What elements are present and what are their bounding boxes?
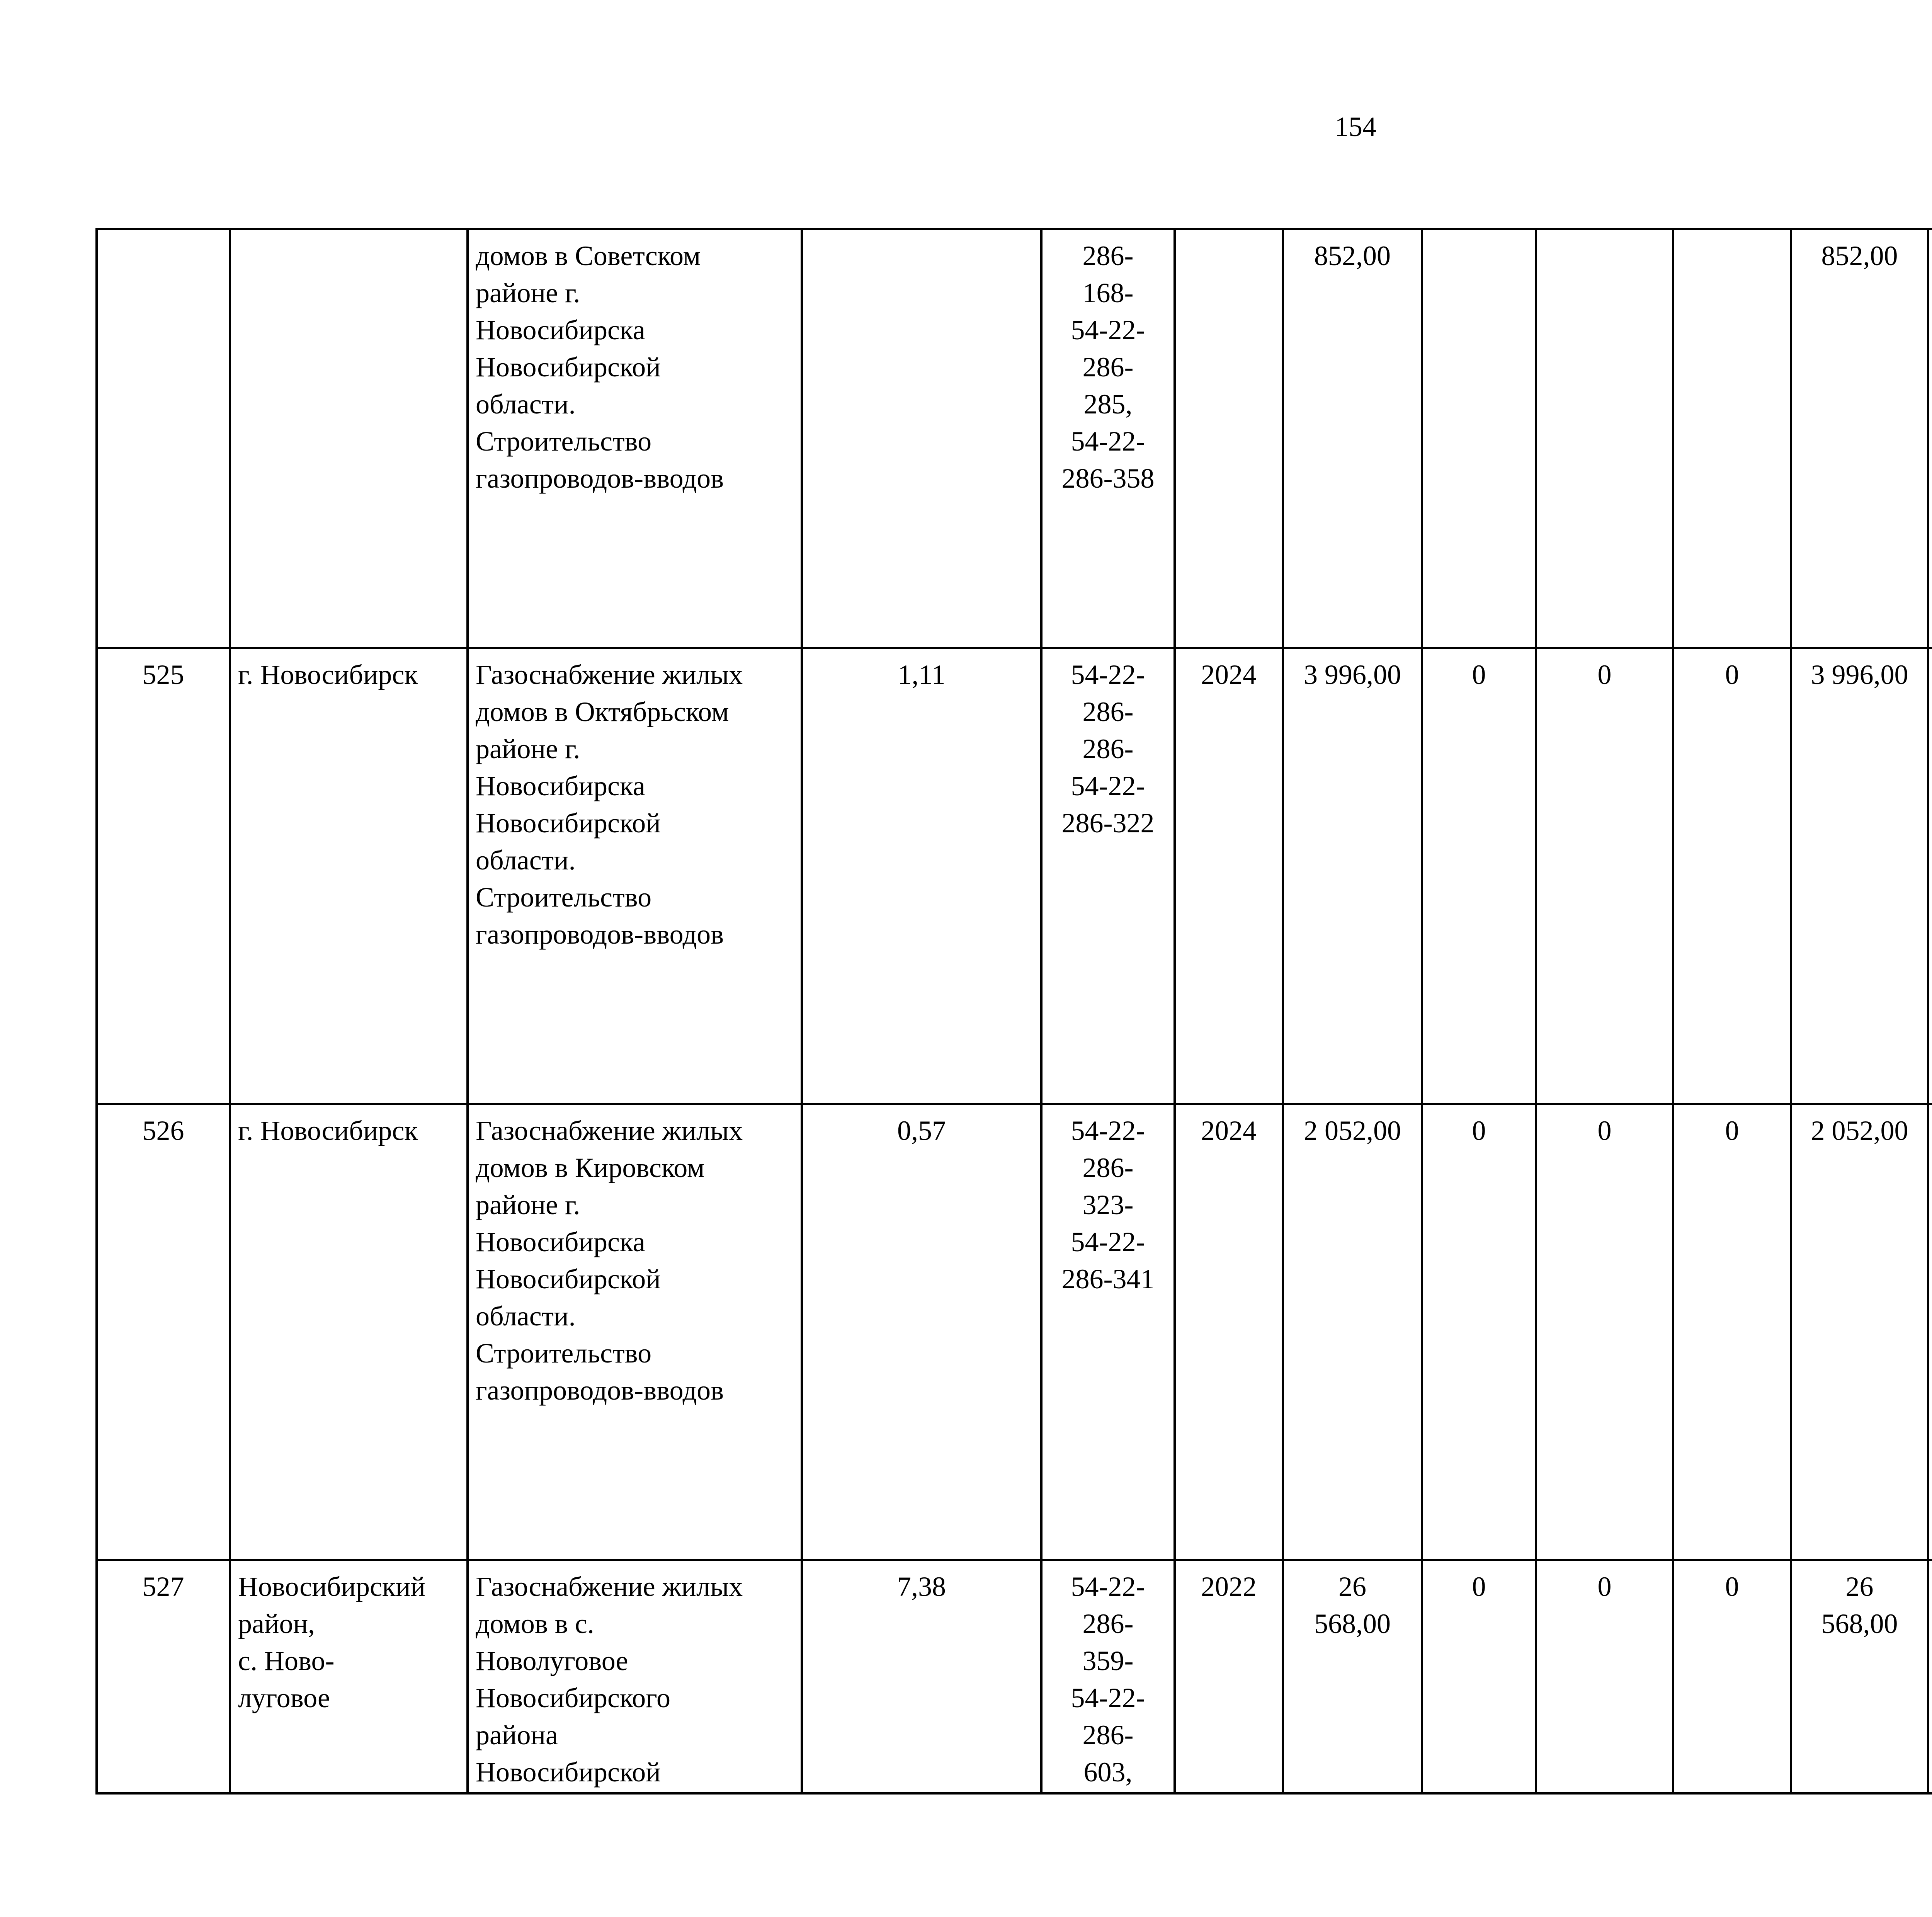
cell-location: Новосибирский район, с. Ново- луговое [230,1560,468,1793]
cell-value [1673,229,1791,648]
cell-total: 3 996,00 [1283,648,1422,1104]
cell-description: Газоснабжение жилых домов в Октябрьском районе г. Новосибирска Новосибирской области. Строительство газопроводов-вводов [468,648,802,1104]
cell-executor [1928,648,1932,1104]
cell-length [802,229,1041,648]
table-row [97,1560,1932,1793]
cell-codes: 286- 168- 54-22- 286- 285, 54-22- 286-358 [1041,229,1175,648]
cell-value: 0 [1673,648,1791,1104]
cell-value: 0 [1422,1104,1536,1560]
cell-location [230,229,468,648]
cell-total-funding: 852,00 [1791,229,1928,648]
cell-executor [1928,1104,1932,1560]
cell-codes: 54-22- 286- 286- 54-22- 286-322 [1041,648,1175,1104]
cell-value [1422,229,1536,648]
cell-length: 0,57 [802,1104,1041,1560]
table-row [97,229,1932,648]
cell-total: 2 052,00 [1283,1104,1422,1560]
cell-year: 2024 [1175,1104,1283,1560]
cell-number: 526 [97,1104,230,1560]
cell-description: домов в Советском районе г. Новосибирска Новосибирской области. Строительство газопроводов-вводов [468,229,802,648]
cell-codes: 54-22- 286- 359- 54-22- 286- 603, [1041,1560,1175,1793]
cell-value: 0 [1536,1560,1673,1793]
cell-number [97,229,230,648]
cell-year: 2024 [1175,648,1283,1104]
cell-executor [1928,229,1932,648]
cell-description: Газоснабжение жилых домов в с. Новолуговое Новосибирского района Новосибирской [468,1560,802,1793]
cell-year [1175,229,1283,648]
cell-length: 7,38 [802,1560,1041,1793]
page-number: 154 [1335,111,1376,142]
cell-total-funding: 2 052,00 [1791,1104,1928,1560]
cell-executor [1928,1560,1932,1793]
cell-total-funding: 3 996,00 [1791,648,1928,1104]
cell-number: 527 [97,1560,230,1793]
cell-location: г. Новосибирск [230,1104,468,1560]
table-row [97,1104,1932,1560]
cell-year: 2022 [1175,1560,1283,1793]
cell-value: 0 [1422,648,1536,1104]
cell-value [1536,229,1673,648]
cell-value: 0 [1673,1104,1791,1560]
cell-codes: 54-22- 286- 323- 54-22- 286-341 [1041,1104,1175,1560]
cell-value: 0 [1422,1560,1536,1793]
cell-total-funding: 26 568,00 [1791,1560,1928,1793]
cell-length: 1,11 [802,648,1041,1104]
cell-value: 0 [1673,1560,1791,1793]
cell-total: 852,00 [1283,229,1422,648]
cell-value: 0 [1536,1104,1673,1560]
table-row [97,648,1932,1104]
register-table [95,228,1932,1795]
cell-description: Газоснабжение жилых домов в Кировском районе г. Новосибирска Новосибирской области. Строительство газопроводов-вводов [468,1104,802,1560]
cell-location: г. Новосибирск [230,648,468,1104]
cell-number: 525 [97,648,230,1104]
cell-value: 0 [1536,648,1673,1104]
cell-total: 26 568,00 [1283,1560,1422,1793]
